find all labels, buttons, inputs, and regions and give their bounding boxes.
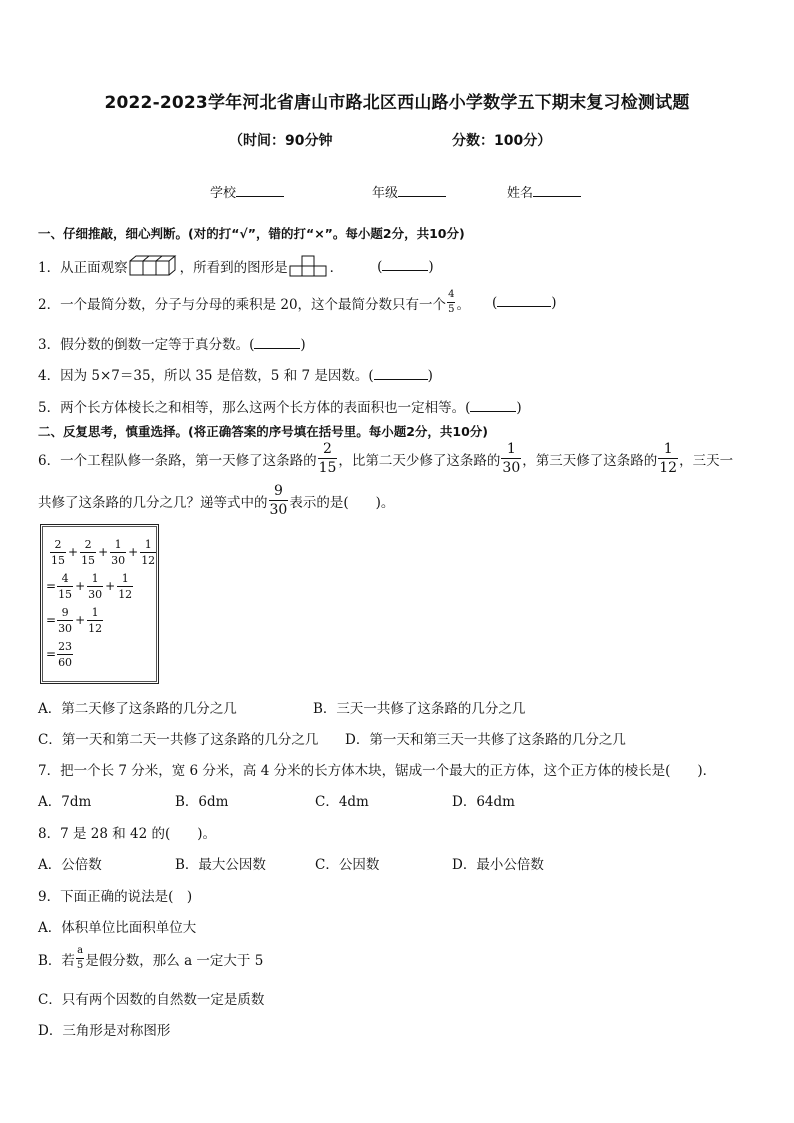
exam-time: （时间：90分钟	[229, 133, 333, 149]
grade-label: 年级	[372, 186, 399, 201]
q5-text: 5．两个长方体棱长之和相等，那么这两个长方体的表面积也一定相等。(	[38, 400, 471, 416]
school-label: 学校	[210, 186, 237, 201]
q3-answer[interactable]	[254, 336, 300, 349]
q9-option-d[interactable]: D．三角形是对称图形	[38, 1023, 171, 1039]
school-blank[interactable]	[236, 184, 284, 197]
q6-option-b[interactable]: B．三天一共修了这条路的几分之几	[313, 701, 526, 717]
q8-option-d[interactable]: D．最小公倍数	[452, 857, 544, 873]
question-2	[38, 290, 557, 315]
name-blank[interactable]	[533, 184, 581, 197]
question-6: 6．一个工程队修一条路，第一天修了这条路的 $\frac{2}{15}$ ，比第二天少修了这条路的 $\frac{1}{30}$ ，第三天修了这条路的 $\frac{1}{12}$ ，三天一	[38, 441, 734, 476]
calc-line-3: = $\frac{9}{30}$ + $\frac{1}{12}$	[46, 606, 103, 635]
q6-option-d[interactable]: D．第一天和第三天一共修了这条路的几分之几	[345, 732, 626, 748]
question-5: 5．两个长方体棱长之和相等，那么这两个长方体的表面积也一定相等。( )	[38, 400, 522, 416]
grade-field[interactable]	[372, 182, 446, 201]
calc-line-2: = $\frac{4}{15}$ + $\frac{1}{30}$ + $\frac{1}{12}$	[46, 572, 133, 601]
name-field[interactable]	[507, 182, 581, 201]
q7-option-c[interactable]: C．4dm	[315, 794, 369, 810]
calculation-box	[40, 524, 159, 684]
q6-option-c[interactable]: C．第一天和第二天一共修了这条路的几分之几	[38, 732, 319, 748]
q1-answer[interactable]: ( )	[377, 258, 434, 275]
q8-option-a[interactable]: A．公倍数	[38, 857, 102, 873]
front-view-figure	[289, 255, 329, 277]
q1-text-b: ，所看到的图形是	[179, 260, 288, 276]
calc-line-1: $\frac{2}{15}$ + $\frac{2}{15}$ + $\frac{1}{30}$ + $\frac{1}{12}$	[51, 538, 156, 567]
q6-fraction-4: $\frac{9}{30}$	[269, 483, 288, 518]
q3-text: 3．假分数的倒数一定等于真分数。(	[38, 337, 255, 353]
q5-answer[interactable]	[470, 399, 516, 412]
question-7: 7．把一个长 7 分米，宽 6 分米，高 4 分米的长方体木块，锯成一个最大的正方体，这个正方体的棱长是( )．	[38, 763, 717, 779]
q2-fraction: $\frac{4}{5}$	[448, 289, 455, 315]
q9-option-b[interactable]: B．若 $\frac{a}{5}$ 是假分数，那么 a 一定大于 5	[38, 945, 264, 971]
q1-text-a: 1．从正面观察	[38, 260, 128, 276]
calc-line-4: = $\frac{23}{60}$	[46, 640, 73, 669]
grade-blank[interactable]	[398, 184, 446, 197]
question-4: 4．因为 5×7＝35，所以 35 是倍数，5 和 7 是因数。( )	[38, 368, 433, 384]
q6-fraction-1: $\frac{2}{15}$	[318, 441, 337, 476]
question-9: 9．下面正确的说法是( )	[38, 889, 193, 905]
section1-heading: 一、仔细推敲，细心判断。(对的打“√”，错的打“×”。每小题2分，共10分)	[38, 226, 465, 241]
q9-option-c[interactable]: C．只有两个因数的自然数一定是质数	[38, 992, 265, 1008]
q2-text-a: 2．一个最简分数，分子与分母的乘积是 20，这个最简分数只有一个	[38, 296, 447, 313]
q9-fraction: $\frac{a}{5}$	[76, 945, 84, 971]
q8-option-b[interactable]: B．最大公因数	[175, 857, 266, 873]
question-6-cont: 共修了这条路的几分之几？递等式中的 $\frac{9}{30}$ 表示的是( )。	[38, 483, 395, 518]
page-title: 2022-2023学年河北省唐山市路北区西山路小学数学五下期末复习检测试题	[104, 93, 690, 113]
q4-answer[interactable]	[374, 367, 428, 380]
q6-fraction-3: $\frac{1}{12}$	[659, 441, 678, 476]
q6-fraction-2: $\frac{1}{30}$	[502, 441, 521, 476]
name-label: 姓名	[507, 186, 534, 201]
section2-heading: 二、反复思考，慎重选择。(将正确答案的序号填在括号里。每小题2分，共10分)	[38, 424, 489, 439]
q2-answer[interactable]: ( )	[491, 295, 557, 311]
q6-option-a[interactable]: A．第二天修了这条路的几分之几	[38, 701, 237, 717]
school-field[interactable]	[210, 182, 284, 201]
q9-option-a[interactable]: A．体积单位比面积单位大	[38, 920, 197, 936]
q1-text-c: ．	[329, 260, 344, 276]
q7-option-d[interactable]: D．64dm	[452, 794, 515, 810]
q4-text: 4．因为 5×7＝35，所以 35 是倍数，5 和 7 是因数。(	[38, 368, 374, 384]
exam-score: 分数：100分）	[452, 133, 552, 149]
question-1	[38, 255, 434, 277]
q7-option-a[interactable]: A．7dm	[38, 794, 92, 810]
q2-text-b: 。	[456, 296, 470, 313]
cube-row-figure	[129, 255, 179, 277]
question-8: 8．7 是 28 和 42 的( )。	[38, 826, 217, 842]
q7-option-b[interactable]: B．6dm	[175, 794, 229, 810]
question-3: 3．假分数的倒数一定等于真分数。( )	[38, 337, 306, 353]
q8-option-c[interactable]: C．公因数	[315, 857, 380, 873]
